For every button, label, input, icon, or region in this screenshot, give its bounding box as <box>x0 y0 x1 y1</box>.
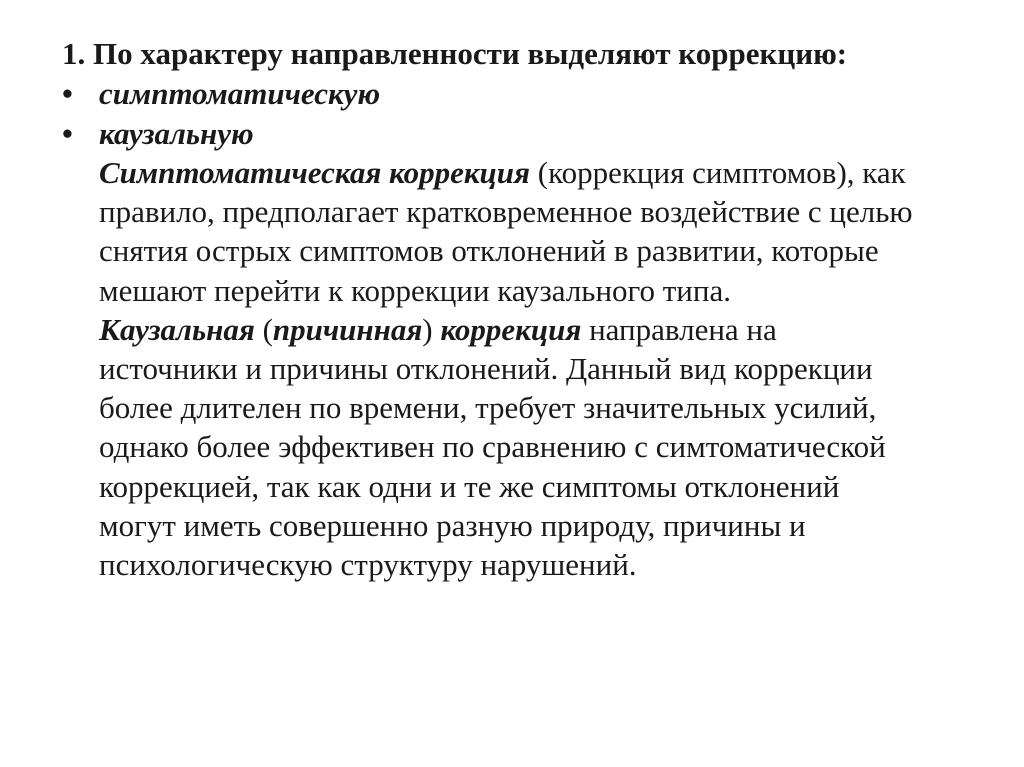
text-fragment: направлена на <box>581 311 777 347</box>
paragraph-symptomatic <box>99 153 979 310</box>
text-line: снятия острых симптомов отклонений в развитии, которые <box>99 233 879 269</box>
text-fragment: (коррекция симптомов), как <box>530 155 906 190</box>
term-causal: Каузальная <box>99 311 255 347</box>
text-line: более длителен по времени, требует значительных усилий, <box>99 390 877 426</box>
bullet-marker: • <box>62 76 73 111</box>
bullet-label: симптоматическую <box>99 76 381 111</box>
body-text <box>99 153 979 584</box>
bullet-marker: • <box>62 116 73 151</box>
text-fragment: ) <box>422 311 441 347</box>
text-line <box>99 153 979 192</box>
paragraph-causal <box>99 310 979 584</box>
bullet-label: каузальную <box>99 116 254 151</box>
text-line: мешают перейти к коррекции каузального типа. <box>99 272 731 308</box>
slide-heading: 1. По характеру направленности выделяют коррекцию: <box>62 36 848 71</box>
text-line <box>99 310 979 349</box>
text-line: могут иметь совершенно разную природу, причины и <box>99 507 806 543</box>
text-line: правило, предполагает кратковременное воздействие с целью <box>99 194 913 230</box>
text-line: однако более эффективен по сравнению с симтоматической <box>99 429 886 465</box>
text-fragment: ( <box>254 311 273 347</box>
text-line: источники и причины отклонений. Данный вид коррекции <box>99 351 873 387</box>
text-line: коррекцией, так как одни и те же симптомы отклонений <box>99 468 840 504</box>
term-causal-synonym: причинная <box>272 311 423 347</box>
term-correction: коррекция <box>440 311 582 347</box>
term-symptomatic-correction: Симптоматическая коррекция <box>99 155 531 190</box>
text-line: психологическую структуру нарушений. <box>99 547 637 583</box>
